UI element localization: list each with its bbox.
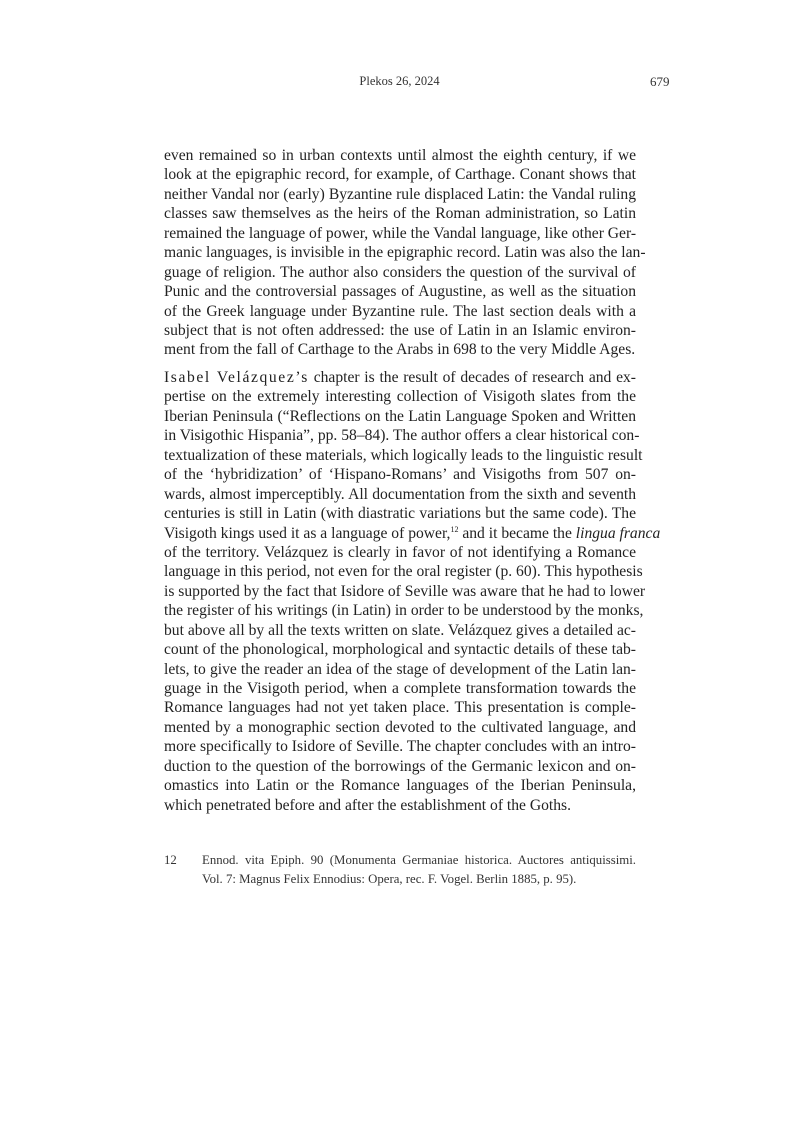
text-line: lets, to give the reader an idea of the stage of development of the Latin lan- (164, 660, 636, 678)
text-line: neither Vandal nor (early) Byzantine rule displaced Latin: the Vandal ruling (164, 185, 636, 203)
text-line: remained the language of power, while the Vandal language, like other Ger- (164, 224, 637, 242)
page-number: 679 (650, 74, 670, 89)
text-line: count of the phonological, morphological and syntactic details of these tab- (164, 641, 636, 659)
text-line: of the ‘hybridization’ of ‘Hispano-Romans’ and Visigoths from 507 on- (164, 466, 636, 484)
text-line: look at the epigraphic record, for example, of Carthage. Conant shows that (164, 166, 636, 184)
footnote-number: 12 (164, 853, 177, 867)
text-line: Punic and the controversial passages of Augustine, as well as the situation (164, 283, 636, 301)
text-line: the register of his writings (in Latin) in order to be understood by the monks, (164, 602, 644, 620)
text-line: guage in the Visigoth period, when a complete transformation towards the (164, 680, 636, 697)
text-line: classes saw themselves as the heirs of the Roman administration, so Latin (164, 205, 636, 223)
text-line: even remained so in urban contexts until almost the eighth century, if we (164, 147, 636, 164)
text-line: which penetrated before and after the establishment of the Goths. (164, 796, 572, 814)
text-line (164, 524, 661, 543)
text-segment: and it became the (458, 524, 576, 542)
text-line: centuries is still in Latin (with diastratic variations but the same code). The (164, 505, 636, 523)
text-line: is supported by the fact that Isidore of Seville was aware that he had to lower (164, 582, 646, 600)
text-line: textualization of these materials, which logically leads to the linguistic result (164, 446, 643, 464)
text-line: Iberian Peninsula (“Reflections on the Latin Language Spoken and Written (164, 407, 636, 425)
text-segment: chapter is the result of decades of research and ex- (308, 369, 636, 386)
text-segment: Visigoth kings used it as a language of power, (164, 524, 451, 542)
text-line: of the Greek language under Byzantine rule. The last section deals with a (164, 302, 636, 320)
text-line: language in this period, not even for the oral register (p. 60). This hypothesis (164, 563, 643, 581)
text-line (164, 368, 636, 387)
text-line: mented by a monographic section devoted to the cultivated language, and (164, 718, 636, 736)
paragraph-2 (164, 368, 661, 815)
text-line: subject that is not often addressed: the use of Latin in an Islamic environ- (164, 321, 636, 339)
text-line: but above all by all the texts written on slate. Velázquez gives a detailed ac- (164, 621, 636, 639)
text-line: omastics into Latin or the Romance languages of the Iberian Peninsula, (164, 777, 636, 795)
text-line: Romance languages had not yet taken place. This presentation is comple- (164, 699, 636, 717)
text-line: more specifically to Isidore of Seville. The chapter concludes with an intro- (164, 738, 636, 756)
footnote-line: Vol. 7: Magnus Felix Ennodius: Opera, rec. F. Vogel. Berlin 1885, p. 95). (202, 871, 577, 886)
italic-term: lingua franca (575, 524, 661, 542)
text-line: guage of religion. The author also considers the question of the survival of (164, 263, 636, 281)
text-line: in Visigothic Hispania”, pp. 58–84). The author offers a clear historical con- (164, 427, 640, 445)
footnote-line: Ennod. vita Epiph. 90 (Monumenta Germaniae historica. Auctores antiquissimi. (202, 853, 636, 867)
text-line: duction to the question of the borrowings of the Germanic lexicon and on- (164, 757, 636, 775)
paragraph-1 (164, 146, 646, 360)
running-header: Plekos 26, 2024 (359, 74, 440, 88)
text-line: wards, almost imperceptibly. All documentation from the sixth and seventh (164, 485, 636, 503)
author-name: Isabel Velázquez’s (164, 369, 309, 386)
text-line: manic languages, is invisible in the epigraphic record. Latin was also the lan- (164, 244, 646, 262)
footnote-text (202, 851, 636, 888)
footnote-ref[interactable]: 12 (450, 524, 459, 534)
text-line: of the territory. Velázquez is clearly in favor of not identifying a Romance (164, 543, 636, 561)
text-line: ment from the fall of Carthage to the Arabs in 698 to the very Middle Ages. (164, 341, 636, 359)
text-line: pertise on the extremely interesting collection of Visigoth slates from the (164, 388, 636, 406)
